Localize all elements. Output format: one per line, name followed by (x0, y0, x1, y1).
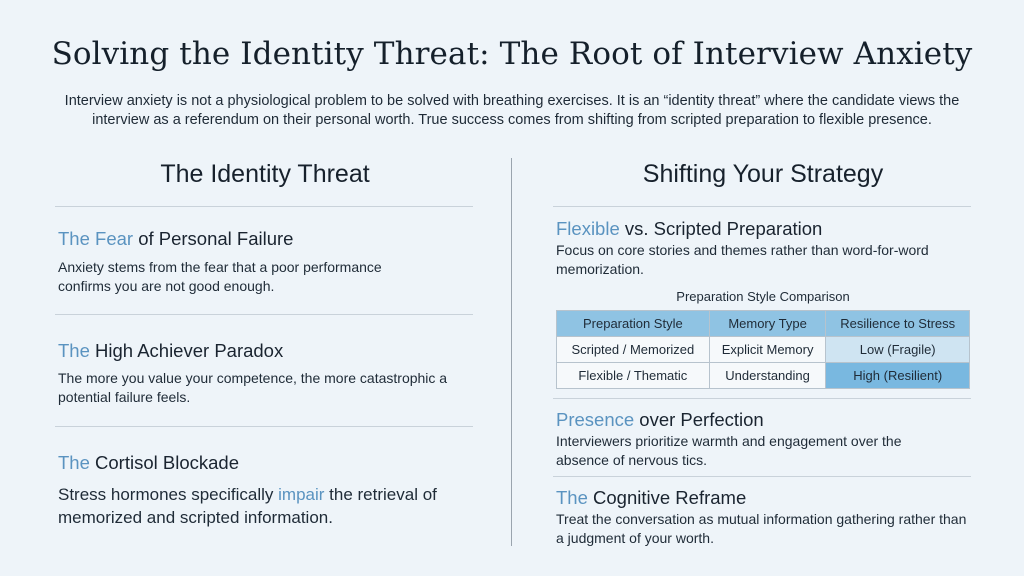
table-row (557, 363, 970, 389)
section-body-paradox: The more you value your competence, the more catastrophic a potential failure feels. (58, 370, 448, 405)
right-heading-rule (553, 206, 971, 207)
table-cell: Understanding (709, 363, 826, 389)
right-section-rule-2 (553, 476, 971, 477)
section-body-fear: Anxiety stems from the fear that a poor performance confirms you are not good enough. (58, 259, 382, 294)
section-body-cortisol: Stress hormones specifically impair the retrieval of memorized and scripted information. (58, 485, 437, 527)
table-header-cell: Preparation Style (557, 311, 710, 337)
table-cell: Flexible / Thematic (557, 363, 710, 389)
table-row (557, 337, 970, 363)
intro-paragraph: Interview anxiety is not a physiological problem to be solved with breathing exercises. It is an “identity threat” where the candidate views the interview as a referendum on their personal worth. True success comes from shifting from scripted preparation to flexible presence. (64, 93, 960, 128)
table-cell-highlight: High (Resilient) (826, 363, 970, 389)
table-header-cell: Memory Type (709, 311, 826, 337)
table-header-row (557, 311, 970, 337)
section-title-reframe: The Cognitive Reframe (556, 487, 747, 508)
section-title-flexible: Flexible vs. Scripted Preparation (556, 218, 823, 239)
right-column-heading: Shifting Your Strategy (642, 160, 884, 188)
section-title-fear: The Fear of Personal Failure (58, 228, 294, 249)
table-cell: Explicit Memory (709, 337, 826, 363)
table-header-cell: Resilience to Stress (826, 311, 970, 337)
section-body-flexible: Focus on core stories and themes rather than word-for-word memorization. (556, 242, 929, 277)
right-section-rule-1 (553, 398, 971, 399)
section-title-paradox: The High Achiever Paradox (58, 340, 284, 361)
page-title: Solving the Identity Threat: The Root of Interview Anxiety (51, 36, 973, 72)
section-title-presence: Presence over Perfection (556, 409, 764, 430)
column-divider (511, 158, 512, 546)
table-cell-highlight: Low (Fragile) (826, 337, 970, 363)
section-body-reframe: Treat the conversation as mutual information gathering rather than a judgment of your worth. (556, 511, 967, 546)
impair-highlight: impair (278, 485, 325, 504)
section-title-cortisol: The Cortisol Blockade (58, 452, 239, 473)
table-caption: Preparation Style Comparison (676, 289, 850, 304)
left-section-rule-2 (55, 426, 473, 427)
table-cell: Scripted / Memorized (557, 337, 710, 363)
left-column-heading: The Identity Threat (160, 160, 370, 188)
section-body-presence: Interviewers prioritize warmth and engagement over the absence of nervous tics. (556, 433, 902, 468)
preparation-comparison-table (556, 310, 970, 389)
left-heading-rule (55, 206, 473, 207)
left-section-rule-1 (55, 314, 473, 315)
